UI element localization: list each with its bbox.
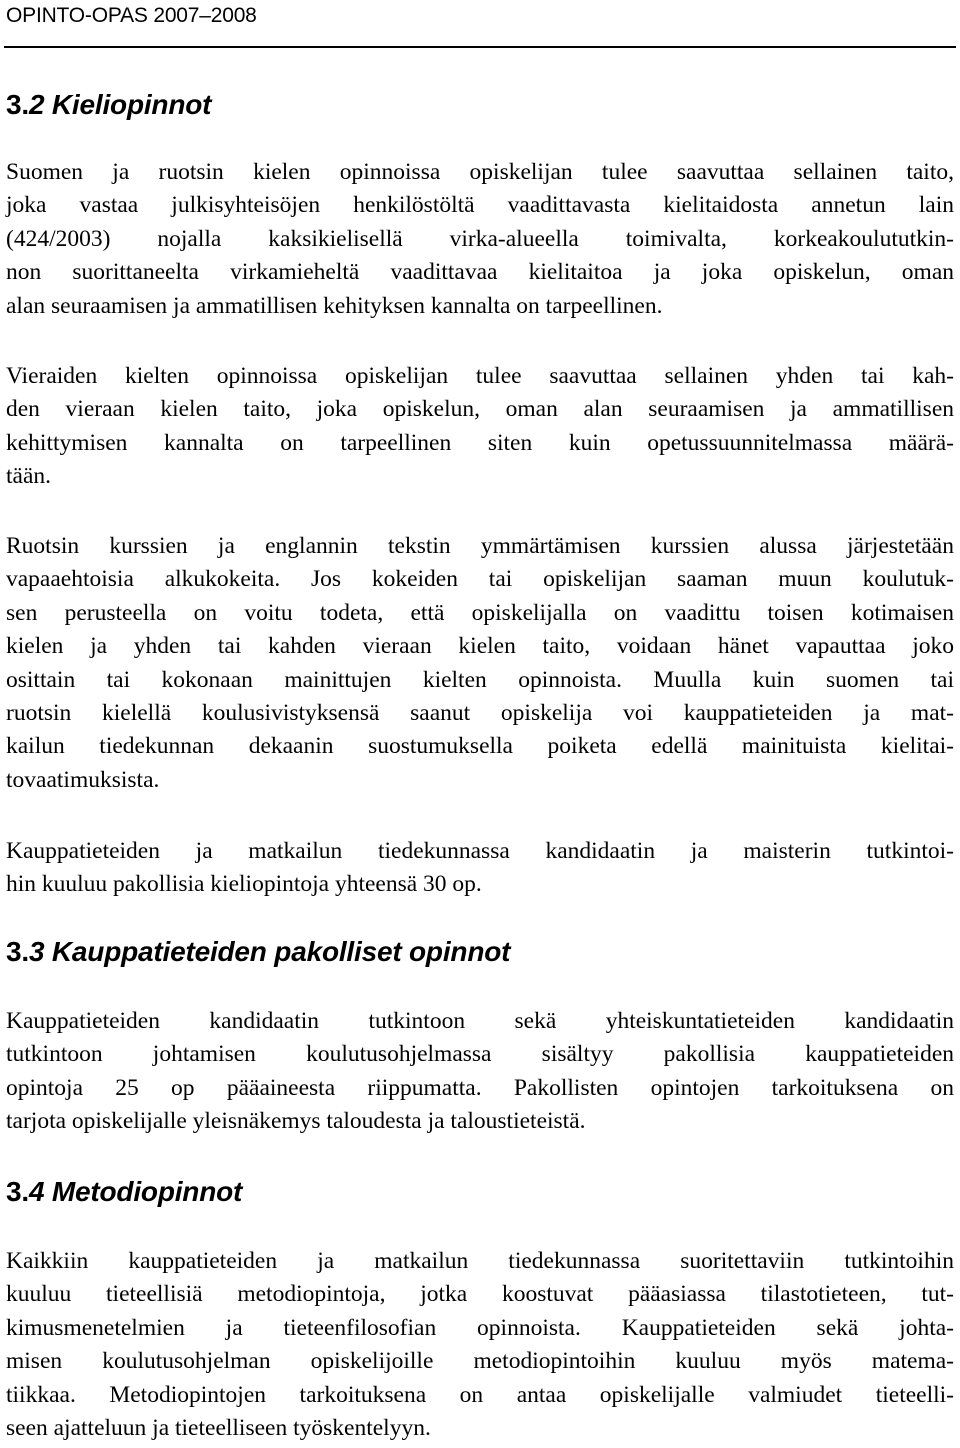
text-line: tarjota opiskelijalle yleisnäkemys taloudesta ja taloustieteistä. (6, 1108, 586, 1135)
heading-number: 3. (6, 936, 29, 967)
paragraph (6, 1245, 954, 1445)
paragraph (6, 530, 954, 797)
text-line: misen koulutusohjelman opiskelijoille metodiopintoihin kuuluu myös matema- (6, 1348, 954, 1375)
paragraph (6, 360, 954, 494)
paragraph (6, 1005, 954, 1139)
heading-number: 3. (6, 1176, 29, 1207)
text-line: Ruotsin kurssien ja englannin tekstin ymmärtämisen kurssien alussa järjestetään (6, 533, 954, 559)
paragraph (6, 156, 954, 323)
text-line: vapaaehtoisia alkukokeita. Jos kokeiden tai opiskelijan saaman muun koulutuk- (6, 566, 954, 593)
text-line: kailun tiedekunnan dekaanin suostumuksella poiketa edellä mainituista kielitai- (6, 733, 954, 760)
text-line: non suorittaneelta virkamieheltä vaadittavaa kielitaitoa ja joka opiskelun, oman (6, 259, 954, 286)
text-line: kuuluu tieteellisiä metodiopintoja, jotka koostuvat pääasiassa tilastotieteen, tut- (6, 1281, 954, 1308)
text-line: alan seuraamisen ja ammatillisen kehityksen kannalta on tarpeellinen. (6, 292, 663, 319)
text-line: seen ajatteluun ja tieteelliseen työskentelyyn. (6, 1414, 431, 1441)
section-heading-3-2 (6, 88, 211, 122)
section-heading-3-3 (6, 935, 510, 969)
text-line: ruotsin kielellä koulusivistyksensä saanut opiskelija voi kauppatieteiden ja mat- (6, 699, 954, 726)
text-line: kielen ja yhden tai kahden vieraan kielen taito, voidaan hänet vapauttaa joko (6, 633, 954, 660)
heading-number: 3. (6, 89, 29, 120)
text-line: Suomen ja ruotsin kielen opinnoissa opiskelijan tulee saavuttaa sellainen taito, (6, 159, 954, 185)
text-line: Kauppatieteiden kandidaatin tutkintoon sekä yhteiskuntatieteiden kandidaatin (6, 1008, 954, 1034)
text-line: hin kuuluu pakollisia kieliopintoja yhteensä 30 op. (6, 871, 482, 898)
text-line: joka vastaa julkisyhteisöjen henkilöstöltä vaadittavasta kielitaidosta annetun lain (6, 192, 954, 219)
text-line: Kauppatieteiden ja matkailun tiedekunnassa kandidaatin ja maisterin tutkintoi- (6, 838, 954, 864)
text-line: Vieraiden kielten opinnoissa opiskelijan tulee saavuttaa sellainen yhden tai kah- (6, 363, 954, 389)
paragraph (6, 835, 954, 902)
heading-text: 4 Metodiopinnot (28, 1176, 243, 1207)
text-line: kimusmenetelmien ja tieteenfilosofian opinnoista. Kauppatieteiden sekä johta- (6, 1314, 954, 1341)
text-line: (424/2003) nojalla kaksikielisellä virka-alueella toimivalta, korkeakoulututkin- (6, 225, 954, 252)
section-heading-3-4 (6, 1175, 242, 1209)
text-line: tiikkaa. Metodiopintojen tarkoituksena on antaa opiskelijalle valmiudet tieteelli- (6, 1381, 954, 1408)
text-line: opintoja 25 op pääaineesta riippumatta. Pakollisten opintojen tarkoituksena on (6, 1074, 954, 1101)
text-line: tutkintoon johtamisen koulutusohjelmassa sisältyy pakollisia kauppatieteiden (6, 1041, 954, 1068)
heading-text: 2 Kieliopinnot (28, 89, 212, 120)
running-header: OPINTO-OPAS 2007–2008 (6, 4, 257, 27)
text-line: kehittymisen kannalta on tarpeellinen siten kuin opetussuunnitelmassa määrä- (6, 429, 954, 456)
text-line: sen perusteella on voitu todeta, että opiskelijalla on vaadittu toisen kotimaisen (6, 599, 954, 626)
text-line: den vieraan kielen taito, joka opiskelun, oman alan seuraamisen ja ammatillisen (6, 396, 954, 423)
text-line: Kaikkiin kauppatieteiden ja matkailun tiedekunnassa suoritettaviin tutkintoihin (6, 1248, 954, 1274)
text-line: osittain tai kokonaan mainittujen kielten opinnoista. Muulla kuin suomen tai (6, 666, 954, 693)
text-line: tovaatimuksista. (6, 766, 160, 793)
text-line: tään. (6, 463, 52, 490)
header-divider (4, 46, 956, 48)
heading-text: 3 Kauppatieteiden pakolliset opinnot (28, 936, 511, 967)
